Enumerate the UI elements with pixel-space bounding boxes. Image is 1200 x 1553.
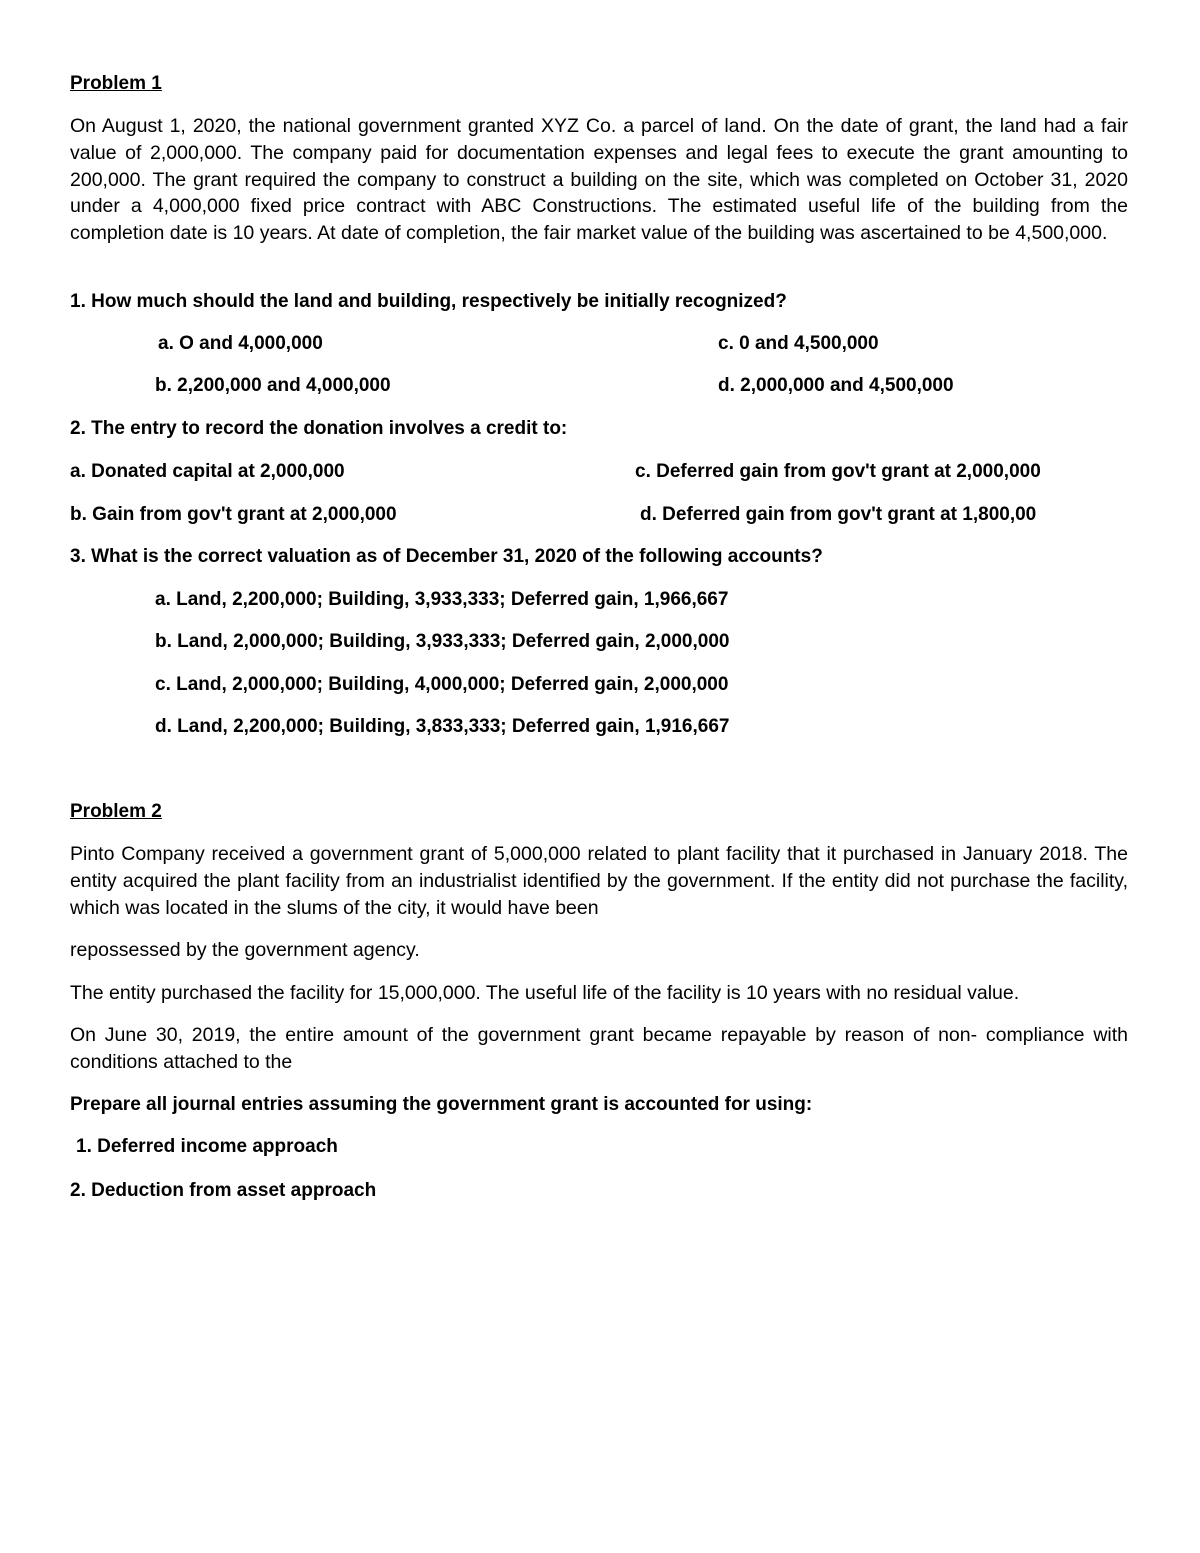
question-3-option-d: d. Land, 2,200,000; Building, 3,833,333; Deferred gain, 1,916,667 <box>155 716 730 737</box>
approach-2: 2. Deduction from asset approach <box>70 1180 377 1201</box>
question-2-text: 2. The entry to record the donation involves a credit to: <box>70 418 568 439</box>
question-3-option-c: c. Land, 2,000,000; Building, 4,000,000; Deferred gain, 2,000,000 <box>155 674 729 695</box>
problem-2-paragraph-1: Pinto Company received a government grant of 5,000,000 related to plant facility that it purchased in January 2018. The entity acquired the plant facility from an industrialist identified by the government. If the entity did not purchase the facility, which was located in the slums of the city, it would have been <box>70 843 1128 919</box>
problem-2-paragraph-2: repossessed by the government agency. <box>70 939 420 961</box>
problem-1-heading: Problem 1 <box>70 73 162 94</box>
problem-1-body: On August 1, 2020, the national government granted XYZ Co. a parcel of land. On the date of grant, the land had a fair value of 2,000,000. The company paid for documentation expenses and legal fees to execute the grant amounting to 200,000. The grant required the company to construct a building on the site, which was completed on October 31, 2020 under a 4,000,000 fixed price contract with ABC Constructions. The estimated useful life of the building from the completion date is 10 years. At date of completion, the fair market value of the building was ascertained to be 4,500,000. <box>70 115 1128 245</box>
question-1-option-d: d. 2,000,000 and 4,500,000 <box>718 375 954 396</box>
question-2-option-b: b. Gain from gov't grant at 2,000,000 <box>70 504 397 525</box>
question-1-text: 1. How much should the land and building, respectively be initially recognized? <box>70 291 787 312</box>
question-3-text: 3. What is the correct valuation as of December 31, 2020 of the following accounts? <box>70 546 823 567</box>
question-1-option-a: a. O and 4,000,000 <box>158 333 323 354</box>
question-3-option-b: b. Land, 2,000,000; Building, 3,933,333; Deferred gain, 2,000,000 <box>155 631 730 652</box>
question-1-option-c: c. 0 and 4,500,000 <box>718 333 879 354</box>
problem-2-heading: Problem 2 <box>70 801 162 822</box>
problem-2-instruction: Prepare all journal entries assuming the government grant is accounted for using: <box>70 1094 813 1115</box>
approach-1: 1. Deferred income approach <box>76 1136 338 1157</box>
problem-2-paragraph-4: On June 30, 2019, the entire amount of the government grant became repayable by reason of non- compliance with conditions attached to the <box>70 1024 1128 1073</box>
question-2-option-c: c. Deferred gain from gov't grant at 2,000,000 <box>635 461 1041 482</box>
question-1-option-b: b. 2,200,000 and 4,000,000 <box>155 375 391 396</box>
question-2-option-a: a. Donated capital at 2,000,000 <box>70 461 345 482</box>
question-3-option-a: a. Land, 2,200,000; Building, 3,933,333; Deferred gain, 1,966,667 <box>155 589 729 610</box>
problem-2-paragraph-3: The entity purchased the facility for 15,000,000. The useful life of the facility is 10 years with no residual value. <box>70 982 1020 1004</box>
question-2-option-d: d. Deferred gain from gov't grant at 1,800,00 <box>640 504 1037 525</box>
